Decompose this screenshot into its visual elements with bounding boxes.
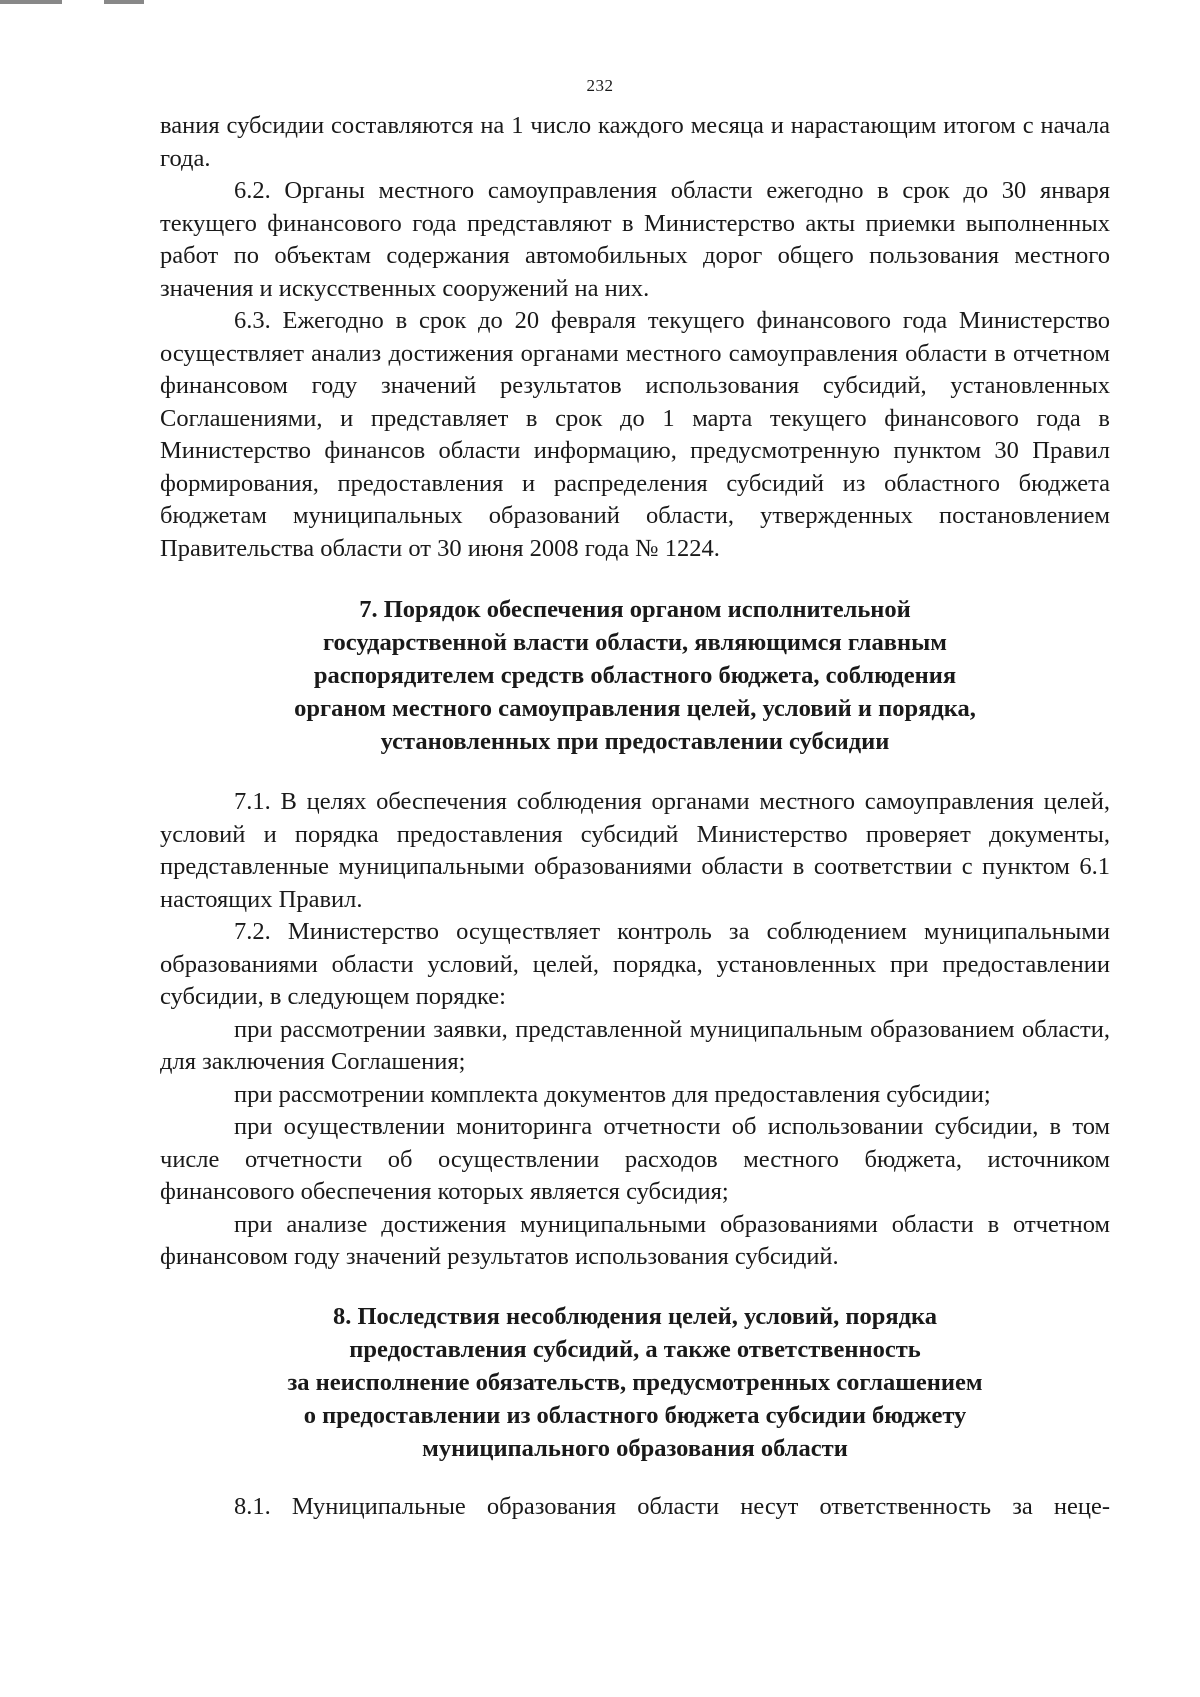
list-item: при анализе достижения муниципальными образованиями области в отчетном финансовом году значений результатов использования субсидий. xyxy=(160,1210,1110,1270)
heading-line: государственной власти области, являющимся главным xyxy=(323,629,947,656)
paragraph-7-2: 7.2. Министерство осуществляет контроль за соблюдением муниципальными образованиями области условий, целей, порядка, установленных при предоставлении субсидии, в следующем порядке: xyxy=(160,918,1110,1010)
heading-line: муниципального образования области xyxy=(422,1434,848,1462)
heading-line: предоставления субсидий, а также ответственность xyxy=(349,1335,921,1363)
list-item: при рассмотрении заявки, представленной муниципальным образованием области, для заключения Соглашения; xyxy=(160,1015,1110,1075)
heading-line: распорядителем средств областного бюджета, соблюдения xyxy=(313,662,957,689)
paragraph-6-2: 6.2. Органы местного самоуправления области ежегодно в срок до 30 января текущего финансового года представляют в Министерство акты приемки выполненных работ по объектам содержания автомобильных дорог общего пользования местного значения и искусственных сооружений на них. xyxy=(160,177,1110,302)
heading-line: за неисполнение обязательств, предусмотренных соглашением xyxy=(287,1368,983,1396)
list-item: при рассмотрении комплекта документов для предоставления субсидии; xyxy=(234,1080,991,1108)
paragraph-continuation: вания субсидии составляются на 1 число каждого месяца и нарастающим итогом с начала года. xyxy=(160,112,1110,172)
section-7-heading xyxy=(160,593,1110,758)
list-item: при осуществлении мониторинга отчетности об использовании субсидии, в том числе отчетности об осуществлении расходов местного бюджета, источником финансового обеспечения которых является субсидия; xyxy=(160,1113,1110,1205)
document-body xyxy=(160,110,1110,1523)
heading-line: 8. Последствия несоблюдения целей, условий, порядка xyxy=(332,1302,938,1330)
paragraph-8-1: 8.1. Муниципальные образования области несут ответственность за неце- xyxy=(234,1492,1110,1520)
scan-artifact-mark xyxy=(104,0,144,4)
heading-line: 7. Порядок обеспечения органом исполнительной xyxy=(359,596,911,623)
heading-line: органом местного самоуправления целей, условий и порядка, xyxy=(294,695,976,722)
section-8-heading xyxy=(160,1300,1110,1465)
heading-line: установленных при предоставлении субсидии xyxy=(380,728,890,755)
scan-artifact-mark xyxy=(0,0,62,4)
heading-line: о предоставлении из областного бюджета субсидии бюджету xyxy=(303,1401,967,1429)
paragraph-6-3: 6.3. Ежегодно в срок до 20 февраля текущего финансового года Министерство осуществляет анализ достижения органами местного самоуправления области в отчетном финансовом году значений результатов использования субсидий, установленных Соглашениями, и представляет в срок до 1 марта текущего финансового года в Министерство финансов области информацию, предусмотренную пунктом 30 Правил формирования, предоставления и распределения субсидий из областного бюджета бюджетам муниципальных образований области, утвержденных постановлением Правительства области от 30 июня 2008 года № 1224. xyxy=(160,307,1110,562)
page-number: 232 xyxy=(586,76,614,95)
paragraph-7-1: 7.1. В целях обеспечения соблюдения органами местного самоуправления целей, условий и порядка предоставления субсидий Министерство проверяет документы, представленные муниципальными образованиями области в соответствии с пунктом 6.1 настоящих Правил. xyxy=(160,788,1110,913)
